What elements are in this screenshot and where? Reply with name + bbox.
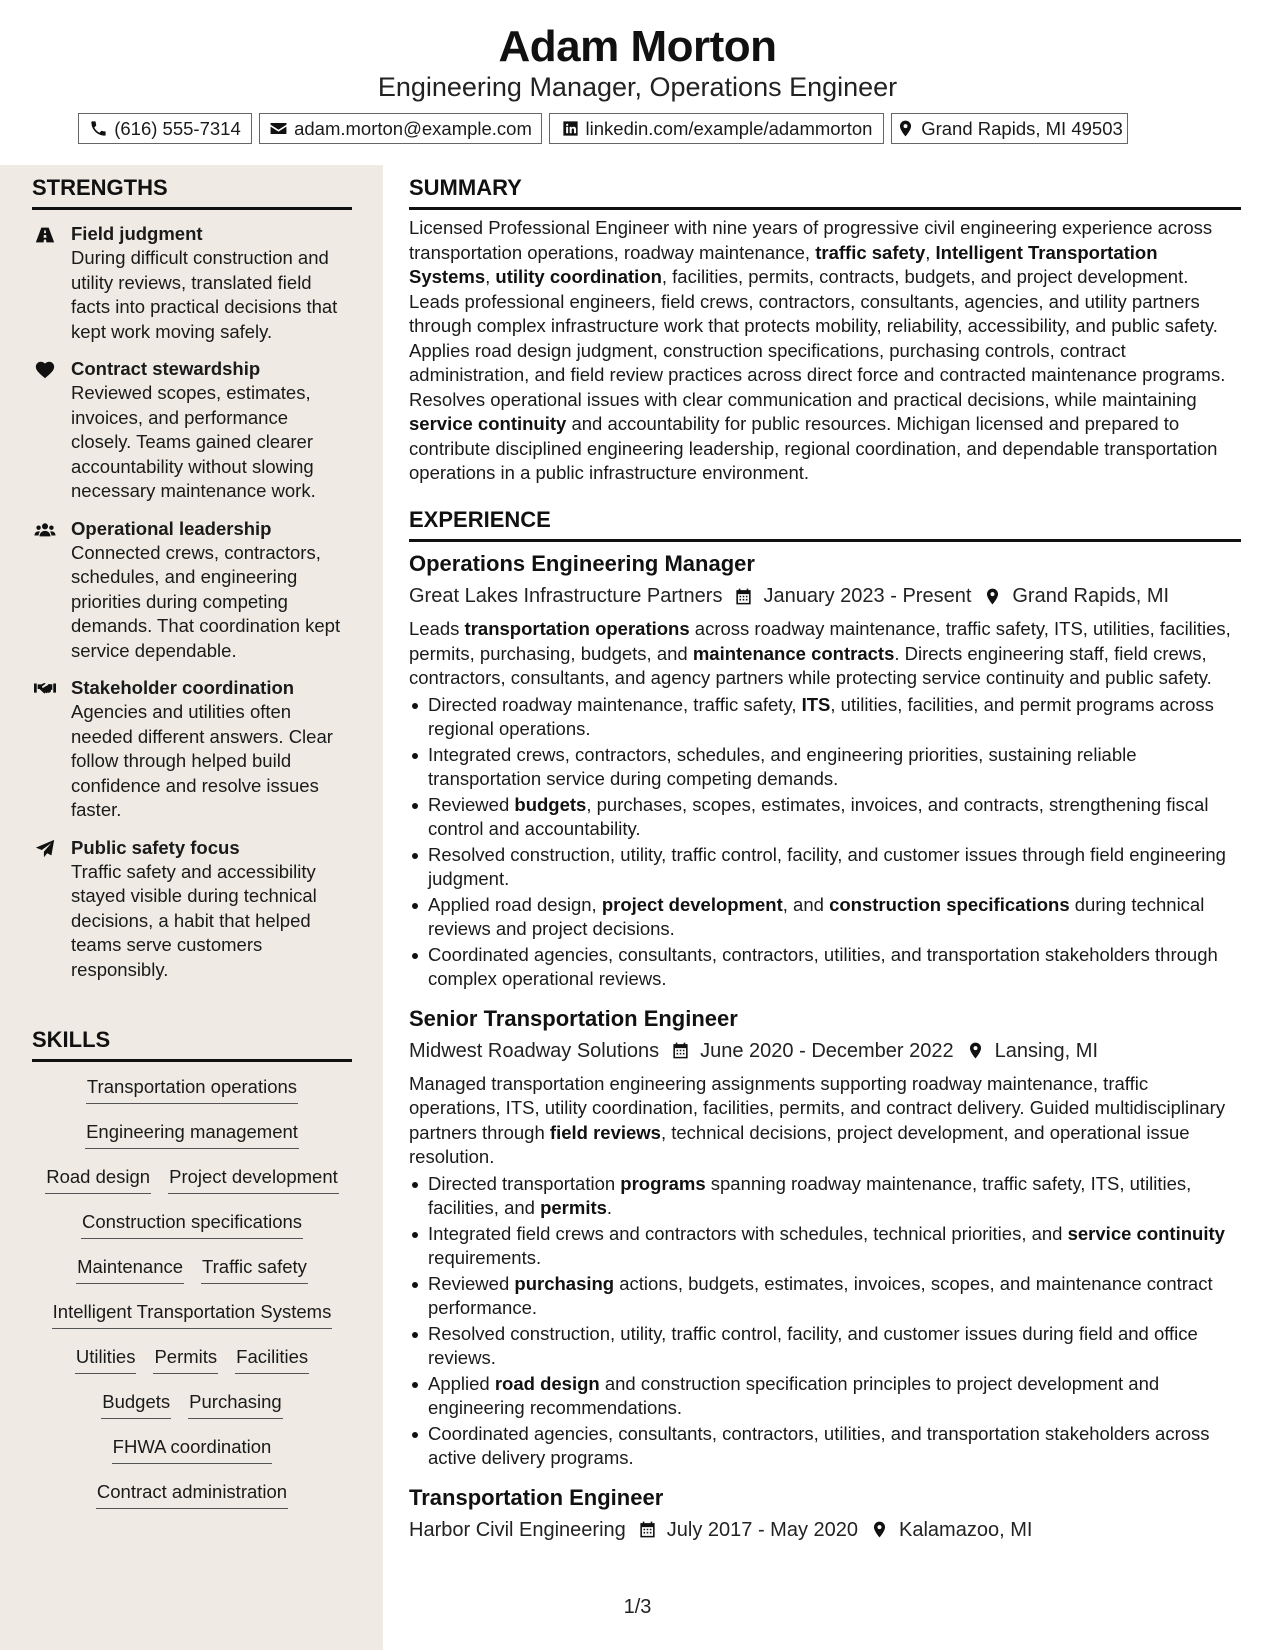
skill-row — [76, 1254, 308, 1299]
text-run: , — [925, 241, 936, 263]
contact-location — [891, 113, 1128, 144]
strength-text: Agencies and utilities often needed different answers. Clear follow through helped build confidence and resolve issues faster. — [71, 701, 333, 820]
text-run: . Directs engineering staff, field crews, contractors, consultants, and agency partners while protecting service continuity and public safety. — [409, 642, 1212, 688]
summary-title: SUMMARY — [409, 175, 1241, 210]
resume-header — [0, 0, 1275, 165]
job-location: Grand Rapids, MI — [1012, 585, 1170, 607]
text-run: Resolved construction, utility, traffic control, facility, and customer issues through field engineering judgment. — [428, 843, 1226, 889]
skill-tag: Budgets — [101, 1389, 171, 1419]
job-bullet — [409, 843, 1241, 892]
bold-keyword: field reviews — [549, 1121, 661, 1143]
job-description — [409, 617, 1241, 691]
skill-tag: Traffic safety — [201, 1254, 308, 1284]
skill-tag: Contract administration — [96, 1479, 288, 1509]
bold-keyword: service continuity — [409, 413, 567, 434]
paper-plane-icon — [34, 838, 56, 860]
road-icon — [34, 224, 56, 246]
bold-keyword: budgets — [514, 793, 587, 815]
strengths-title: STRENGTHS — [32, 175, 352, 210]
job-company: Harbor Civil Engineering — [409, 1518, 626, 1541]
skill-row — [45, 1164, 339, 1209]
text-run: Reviewed — [428, 1272, 515, 1294]
bold-keyword: project development — [601, 893, 783, 915]
job-dates: July 2017 - May 2020 — [666, 1518, 859, 1541]
bold-keyword: maintenance contracts — [692, 642, 895, 664]
skills-list — [32, 1074, 352, 1524]
job-bullet — [409, 1222, 1241, 1271]
job-entry — [409, 1005, 1241, 1471]
job-company: Midwest Roadway Solutions — [409, 1039, 660, 1062]
skill-row — [52, 1299, 333, 1344]
skill-row — [81, 1209, 303, 1254]
job-title: Senior Transportation Engineer — [409, 1005, 738, 1031]
strength-text: Traffic safety and accessibility stayed visible during technical decisions, a habit that helped teams serve customers responsibly. — [71, 860, 317, 980]
main-column — [409, 165, 1241, 1650]
map-pin-icon — [971, 587, 1012, 606]
job-meta — [409, 1515, 1241, 1545]
text-run: Leads — [409, 618, 465, 639]
skill-tag: Intelligent Transportation Systems — [52, 1299, 333, 1329]
skill-row — [112, 1434, 273, 1479]
contact-linkedin[interactable] — [549, 113, 884, 144]
skill-row — [96, 1479, 288, 1524]
bold-keyword: ITS — [801, 693, 831, 715]
job-bullets — [409, 1172, 1241, 1471]
bold-keyword: Intelligent Transportation Systems — [409, 241, 1158, 287]
skill-tag: Facilities — [235, 1344, 309, 1374]
text-run: Applied — [428, 1372, 495, 1394]
skills-title: SKILLS — [32, 1027, 352, 1062]
bold-keyword: construction specifications — [829, 893, 1070, 915]
strength-title: Public safety focus — [71, 836, 240, 858]
linkedin-icon — [561, 119, 580, 138]
job-bullet — [409, 743, 1241, 792]
users-icon — [34, 519, 56, 541]
skill-tag: Road design — [45, 1164, 151, 1194]
skill-row — [86, 1074, 298, 1119]
bold-keyword: transportation operations — [464, 618, 690, 639]
handshake-icon — [34, 678, 56, 700]
map-pin-icon — [858, 1520, 899, 1539]
contact-bar — [0, 113, 1275, 145]
envelope-icon — [269, 119, 288, 138]
linkedin-text: linkedin.com/example/adammorton — [585, 117, 873, 139]
calendar-icon — [626, 1520, 667, 1539]
strength-title: Stakeholder coordination — [71, 677, 295, 698]
text-run: , purchases, scopes, estimates, invoices, and contracts, strengthening fiscal control and accountability. — [428, 793, 1209, 839]
job-location: Kalamazoo, MI — [899, 1518, 1033, 1541]
strength-item — [32, 676, 352, 823]
text-run: across roadway maintenance, traffic safety, ITS, utilities, facilities, permits, purchasing, budgets, and — [409, 618, 1231, 664]
text-run: and accountability for public resources. Michigan licensed and prepared to contribute disciplined engineering leadership, regional coordination, and dependable transportation operations in a public infrastructure environment. — [409, 413, 1218, 483]
text-run: Licensed Professional Engineer with nine years of progressive civil engineering experience across transportation operations, roadway maintenance, — [409, 217, 1213, 263]
job-bullet — [409, 1422, 1241, 1471]
strength-title: Contract stewardship — [71, 358, 261, 379]
bold-keyword: purchasing — [514, 1272, 615, 1294]
jobs-list — [409, 550, 1241, 1545]
text-run: Coordinated agencies, consultants, contractors, utilities, and transportation stakeholders through complex operational reviews. — [428, 943, 1218, 989]
summary-section — [409, 175, 1241, 486]
skill-tag: Maintenance — [76, 1254, 184, 1284]
job-bullet — [409, 1372, 1241, 1421]
skill-tag: Transportation operations — [86, 1074, 298, 1104]
heart-icon — [34, 359, 56, 381]
candidate-role: Engineering Manager, Operations Engineer — [377, 72, 898, 102]
text-run: Integrated field crews and contractors with schedules, technical priorities, and — [428, 1222, 1068, 1244]
job-entry — [409, 1484, 1241, 1545]
job-meta — [409, 1036, 1241, 1066]
text-run: and construction specification principles to project development and engineering recommendations. — [428, 1372, 1160, 1418]
skill-row — [75, 1344, 309, 1389]
bold-keyword: permits — [540, 1197, 607, 1218]
phone-icon — [89, 119, 108, 138]
map-pin-icon — [896, 119, 915, 138]
experience-section — [409, 507, 1241, 1545]
job-bullet — [409, 943, 1241, 992]
skill-tag: FHWA coordination — [112, 1434, 273, 1464]
strength-item — [32, 222, 352, 344]
job-bullet — [409, 693, 1241, 742]
text-run: , utilities, facilities, and permit programs across regional operations. — [428, 693, 1214, 739]
bold-keyword: utility coordination — [495, 266, 662, 287]
job-entry — [409, 550, 1241, 992]
text-run: actions, budgets, estimates, invoices, scopes, and maintenance contract performance. — [428, 1272, 1213, 1318]
job-bullet — [409, 793, 1241, 842]
job-bullet — [409, 1172, 1241, 1221]
strength-text: During difficult construction and utility reviews, translated field facts into practical decisions that kept work moving safely. — [71, 247, 338, 342]
experience-title: EXPERIENCE — [409, 507, 1241, 542]
text-run: . — [606, 1197, 613, 1218]
strength-title: Field judgment — [71, 223, 203, 244]
job-company: Great Lakes Infrastructure Partners — [409, 585, 723, 607]
strength-title: Operational leadership — [71, 517, 272, 539]
text-run: spanning roadway maintenance, traffic safety, ITS, utilities, facilities, and — [428, 1172, 1192, 1218]
job-bullet — [409, 893, 1241, 942]
candidate-name: Adam Morton — [498, 22, 777, 71]
calendar-icon — [722, 587, 763, 606]
text-run: Coordinated agencies, consultants, contractors, utilities, and transportation stakeholders across active delivery programs. — [428, 1422, 1210, 1468]
skills-section — [32, 1027, 352, 1524]
strength-item — [32, 357, 352, 504]
text-run: , — [485, 266, 496, 287]
text-run: requirements. — [428, 1247, 542, 1268]
job-location: Lansing, MI — [994, 1039, 1099, 1062]
contact-email[interactable] — [259, 113, 542, 144]
skill-tag: Purchasing — [188, 1389, 283, 1419]
job-meta — [409, 581, 1241, 611]
calendar-icon — [659, 1041, 700, 1060]
strength-text: Connected crews, contractors, schedules, and engineering priorities during competing demands. That coordination kept service dependable. — [71, 541, 341, 661]
sidebar — [0, 165, 383, 1650]
job-bullet — [409, 1322, 1241, 1371]
text-run: Resolved construction, utility, traffic control, facility, and customer issues during field and office reviews. — [428, 1322, 1198, 1368]
skill-tag: Project development — [168, 1164, 339, 1194]
page-number: 1/3 — [623, 1596, 652, 1618]
bold-keyword: programs — [620, 1172, 706, 1194]
skill-tag: Engineering management — [85, 1119, 299, 1149]
bold-keyword: road design — [494, 1372, 600, 1394]
bold-keyword: service continuity — [1067, 1222, 1225, 1244]
job-title: Transportation Engineer — [409, 1484, 664, 1510]
text-run: Applied road design, — [428, 893, 602, 915]
skill-tag: Permits — [153, 1344, 218, 1374]
text-run: , facilities, permits, contracts, budgets, and project development. Leads professional engineers, field crews, contractors, consultants, agencies, and utility partners through complex infrastructure work that protects mobility, reliability, accessibility, and public safety. Applies road design judgment, construction specifications, purchasing controls, contract administration, and field review practices across direct force and contracted maintenance programs. Resolves operational issues with clear communication and practical decisions, while maintaining — [409, 266, 1226, 410]
strength-item — [32, 836, 352, 983]
text-run: , and — [782, 893, 830, 915]
text-run: during technical reviews and project decisions. — [428, 893, 1205, 939]
job-bullets — [409, 693, 1241, 992]
text-run: Directed roadway maintenance, traffic safety, — [428, 693, 802, 715]
location-text: Grand Rapids, MI 49503 — [921, 117, 1123, 139]
job-dates: January 2023 - Present — [763, 585, 972, 607]
skill-tag: Utilities — [75, 1344, 137, 1374]
text-run: Integrated crews, contractors, schedules, and engineering priorities, sustaining reliable transportation service during competing demands. — [428, 743, 1137, 789]
job-dates: June 2020 - December 2022 — [700, 1039, 954, 1062]
strength-text: Reviewed scopes, estimates, invoices, and performance closely. Teams gained clearer accountability without slowing necessary maintenance work. — [71, 382, 316, 501]
summary-text — [409, 216, 1241, 486]
email-text: adam.morton@example.com — [294, 117, 532, 139]
job-title: Operations Engineering Manager — [409, 551, 755, 576]
phone-text: (616) 555-7314 — [114, 117, 241, 139]
bold-keyword: traffic safety — [815, 241, 926, 263]
job-description — [409, 1072, 1241, 1170]
text-run: Managed transportation engineering assignments supporting roadway maintenance, traffic operations, ITS, utility coordination, facilities, permits, and contract delivery. Guided multidisciplinary partners through — [409, 1072, 1226, 1143]
skill-row — [85, 1119, 299, 1164]
skill-row — [101, 1389, 282, 1434]
map-pin-icon — [954, 1041, 995, 1060]
text-run: , technical decisions, project development, and operational issue resolution. — [409, 1121, 1190, 1167]
strengths-section — [32, 175, 352, 982]
strength-item — [32, 517, 352, 664]
text-run: Reviewed — [428, 793, 515, 815]
text-run: Directed transportation — [428, 1172, 621, 1194]
contact-phone[interactable] — [78, 113, 252, 144]
skill-tag: Construction specifications — [81, 1209, 303, 1239]
job-bullet — [409, 1272, 1241, 1321]
